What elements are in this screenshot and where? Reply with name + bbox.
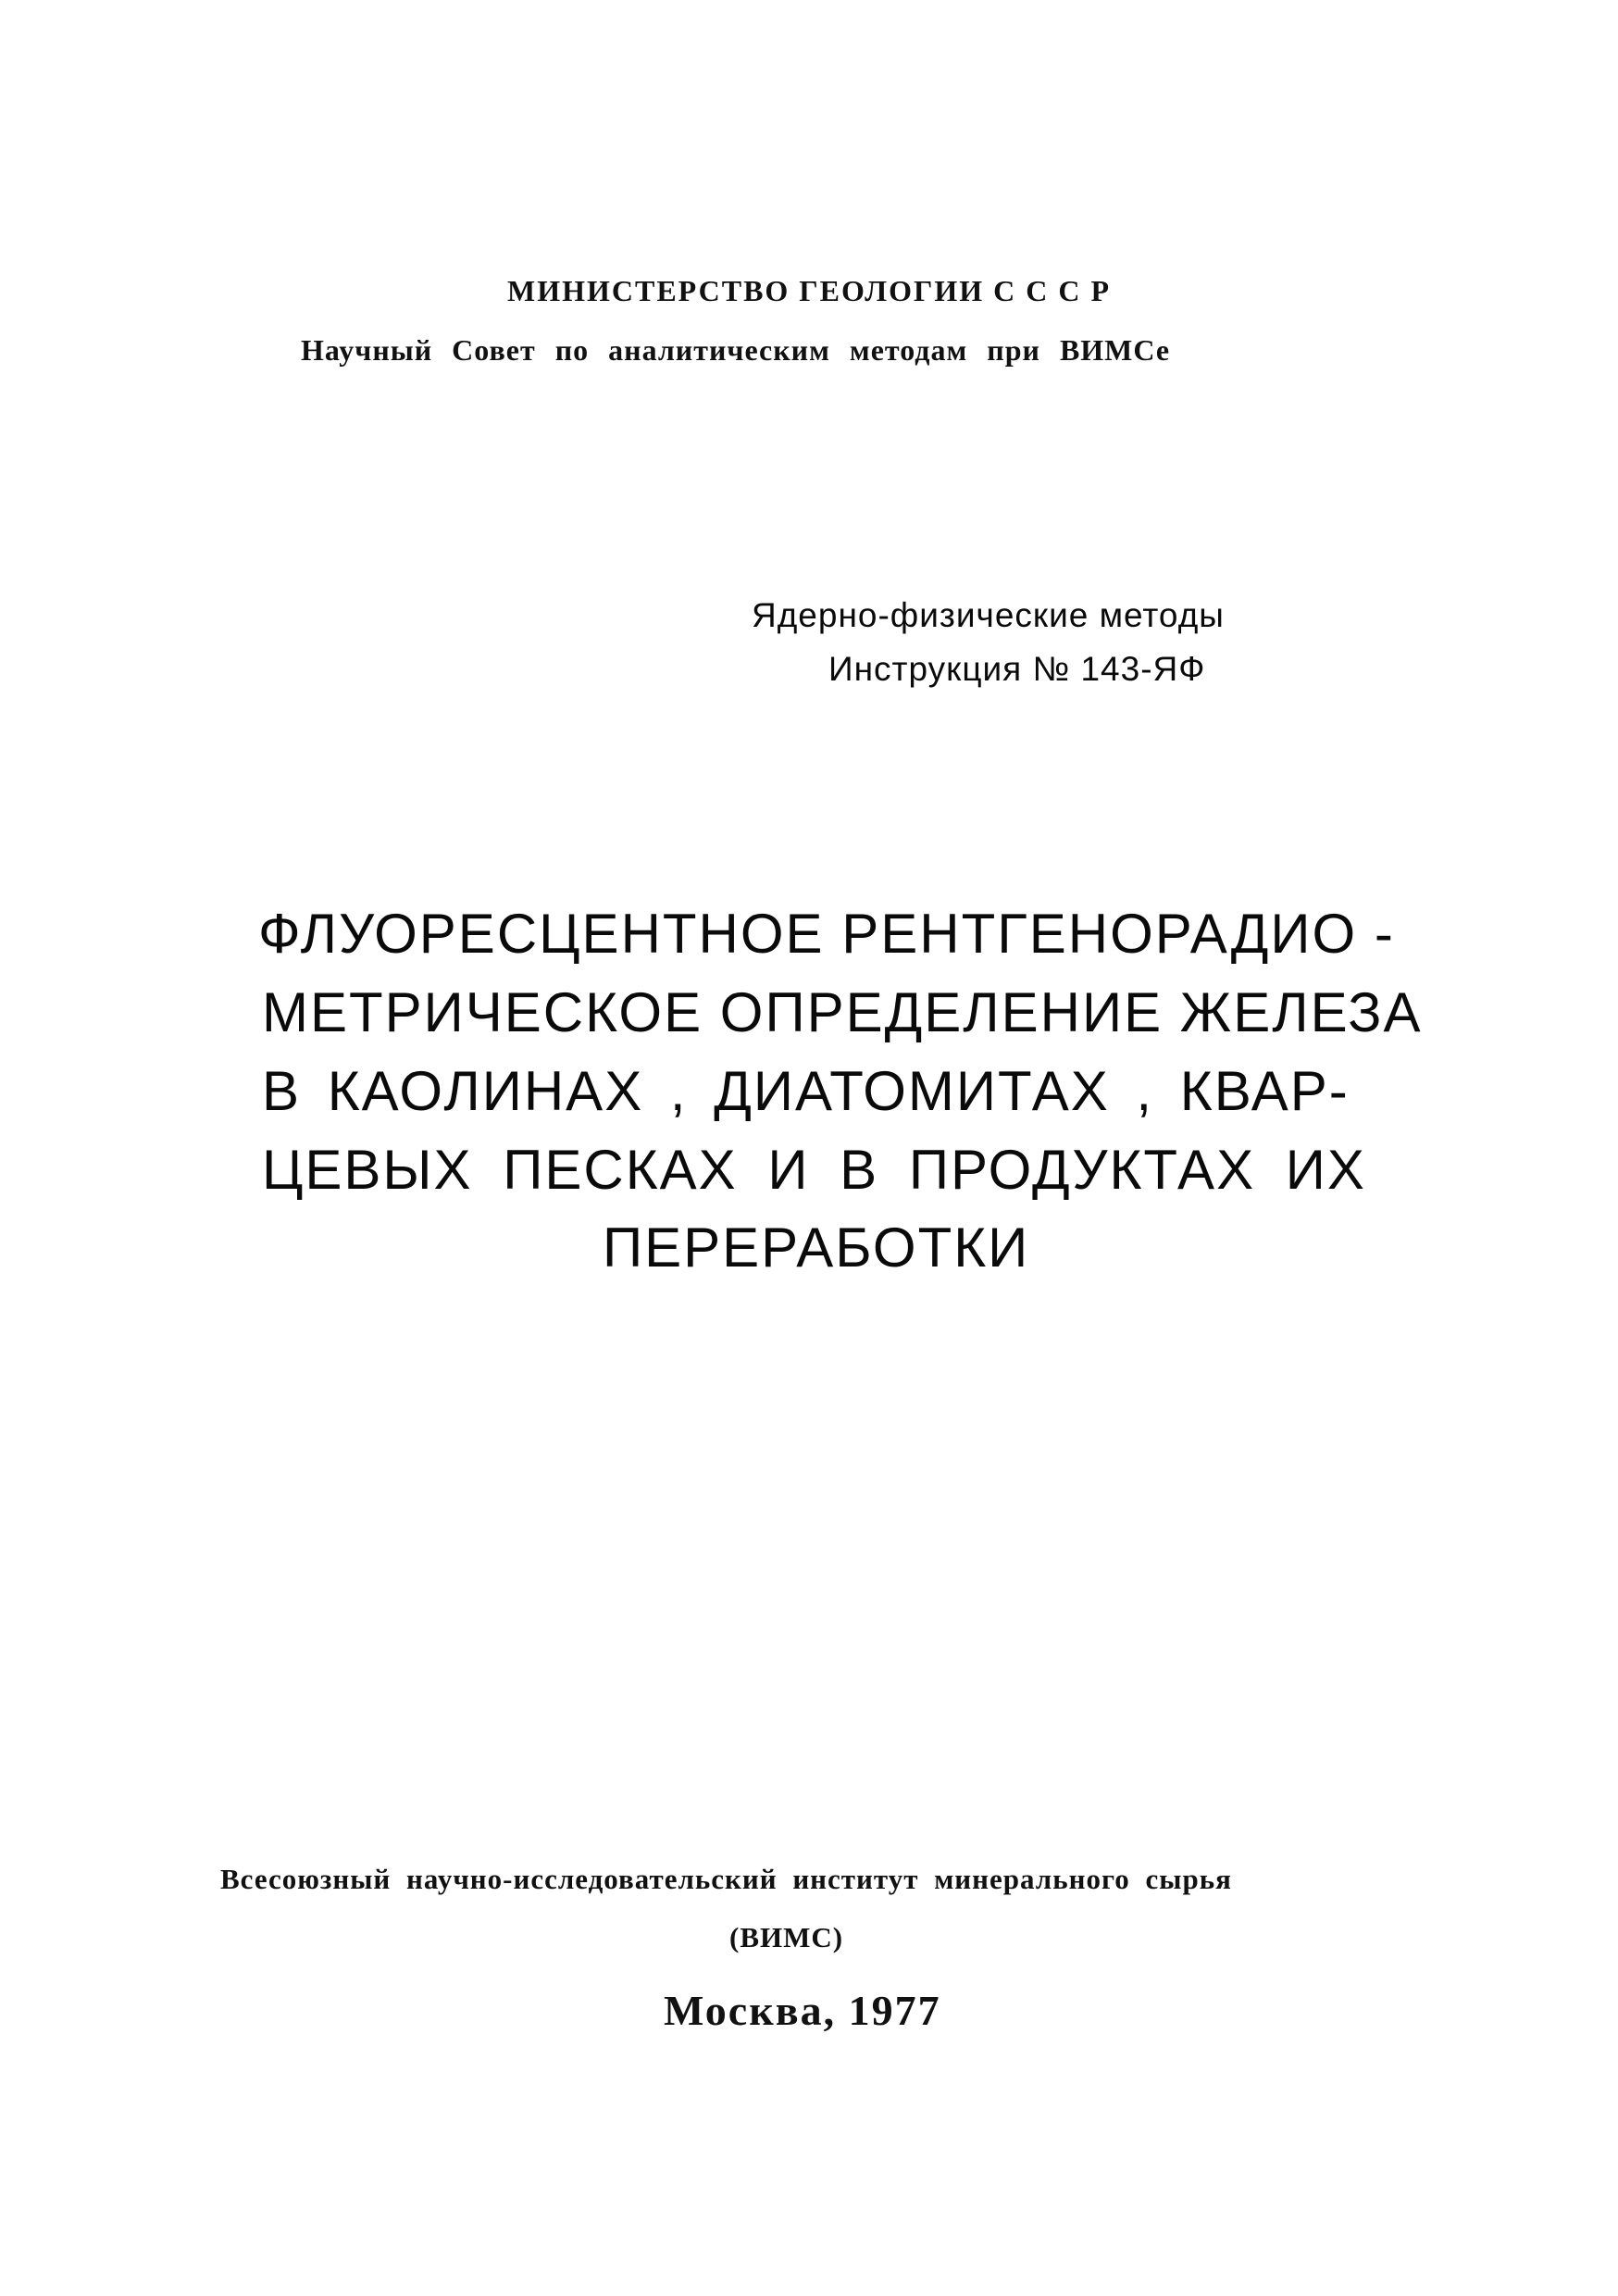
title-line: ПЕРЕРАБОТКИ xyxy=(603,1217,1030,1279)
title-line: МЕТРИЧЕСКОЕ ОПРЕДЕЛЕНИЕ ЖЕЛЕЗА xyxy=(262,981,1423,1043)
instruction-number: Инструкция № 143-ЯФ xyxy=(828,650,1206,688)
publisher-name: Всесоюзный научно-исследовательский институт минерального сырья xyxy=(220,1863,1232,1895)
title-line: ЦЕВЫХ ПЕСКАХ И В ПРОДУКТАХ ИХ xyxy=(262,1139,1366,1201)
title-line: ФЛУОРЕСЦЕНТНОЕ РЕНТГЕНОРАДИО - xyxy=(258,903,1395,965)
series-label: Ядерно-физические методы xyxy=(752,596,1225,634)
publication-place-year: Москва, 1977 xyxy=(664,1987,941,2034)
ministry-heading: МИНИСТЕРСТВО ГЕОЛОГИИ С С С Р xyxy=(507,274,1112,307)
council-heading: Научный Совет по аналитическим методам при ВИМСе xyxy=(301,333,1171,367)
publisher-abbreviation: (ВИМС) xyxy=(729,1921,844,1953)
title-line: В КАОЛИНАХ , ДИАТОМИТАХ , КВАР- xyxy=(262,1060,1350,1122)
